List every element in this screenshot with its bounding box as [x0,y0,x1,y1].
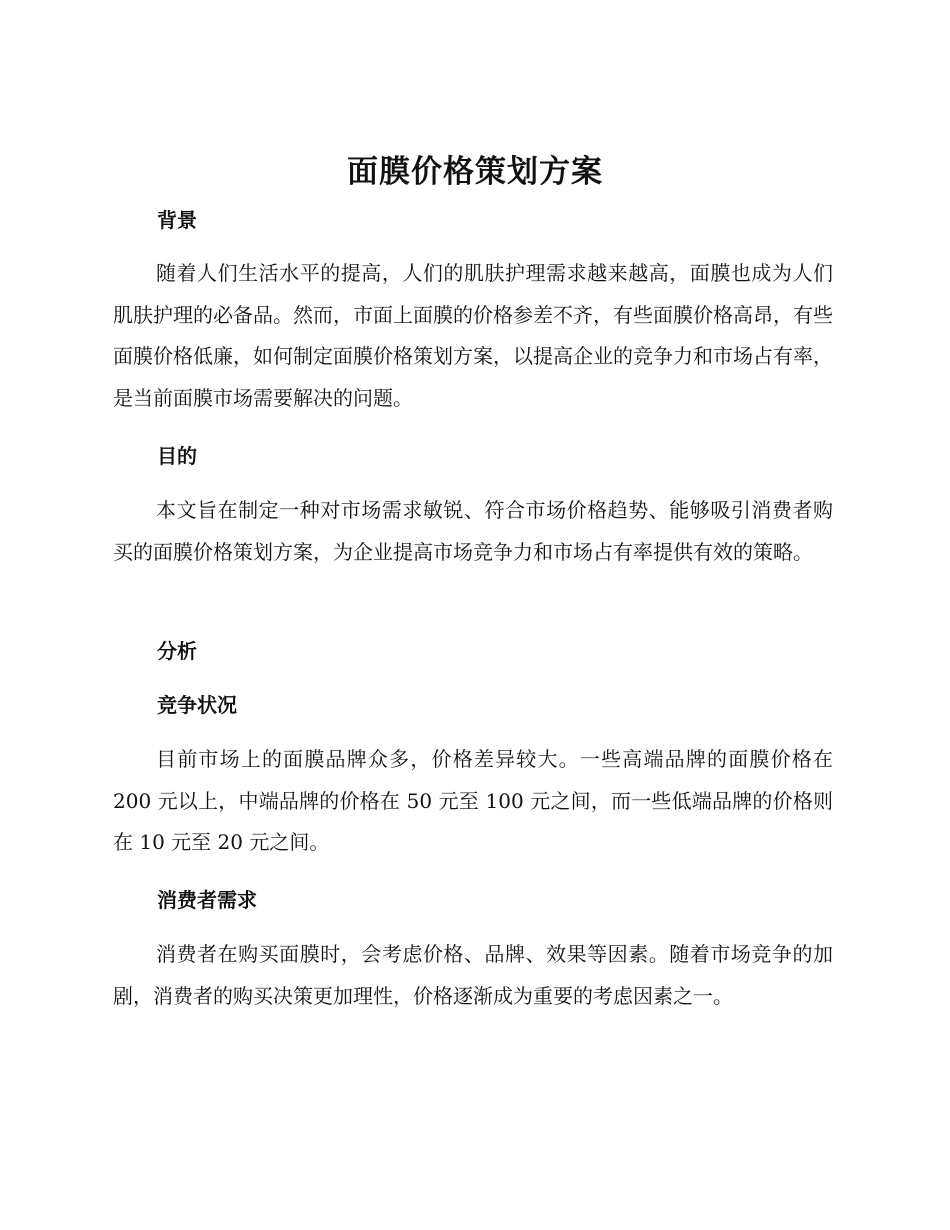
section-paragraph-consumer-demand: 消费者在购买面膜时，会考虑价格、品牌、效果等因素。随着市场竞争的加剧，消费者的购买决策更加理性，价格逐渐成为重要的考虑因素之一。 [113,942,833,1008]
section-heading-purpose: 目的 [157,444,197,468]
section-heading-consumer-demand: 消费者需求 [157,888,257,912]
section-heading-analysis: 分析 [157,639,197,663]
document-title: 面膜价格策划方案 [347,154,603,190]
section-heading-competition: 竞争状况 [157,693,237,717]
section-paragraph-background: 随着人们生活水平的提高，人们的肌肤护理需求越来越高，面膜也成为人们肌肤护理的必备品。然而，市面上面膜的价格参差不齐，有些面膜价格高昂，有些面膜价格低廉，如何制定面膜价格策划方案，以提高企业的竞争力和市场占有率，是当前面膜市场需要解决的问题。 [113,261,833,410]
section-heading-background: 背景 [157,208,197,232]
section-paragraph-competition: 目前市场上的面膜品牌众多，价格差异较大。一些高端品牌的面膜价格在 200 元以上，中端品牌的价格在 50 元至 100 元之间，而一些低端品牌的价格则在 10 元至 20 元之间。 [113,747,833,854]
section-paragraph-purpose: 本文旨在制定一种对市场需求敏锐、符合市场价格趋势、能够吸引消费者购买的面膜价格策划方案，为企业提高市场竞争力和市场占有率提供有效的策略。 [113,498,833,564]
